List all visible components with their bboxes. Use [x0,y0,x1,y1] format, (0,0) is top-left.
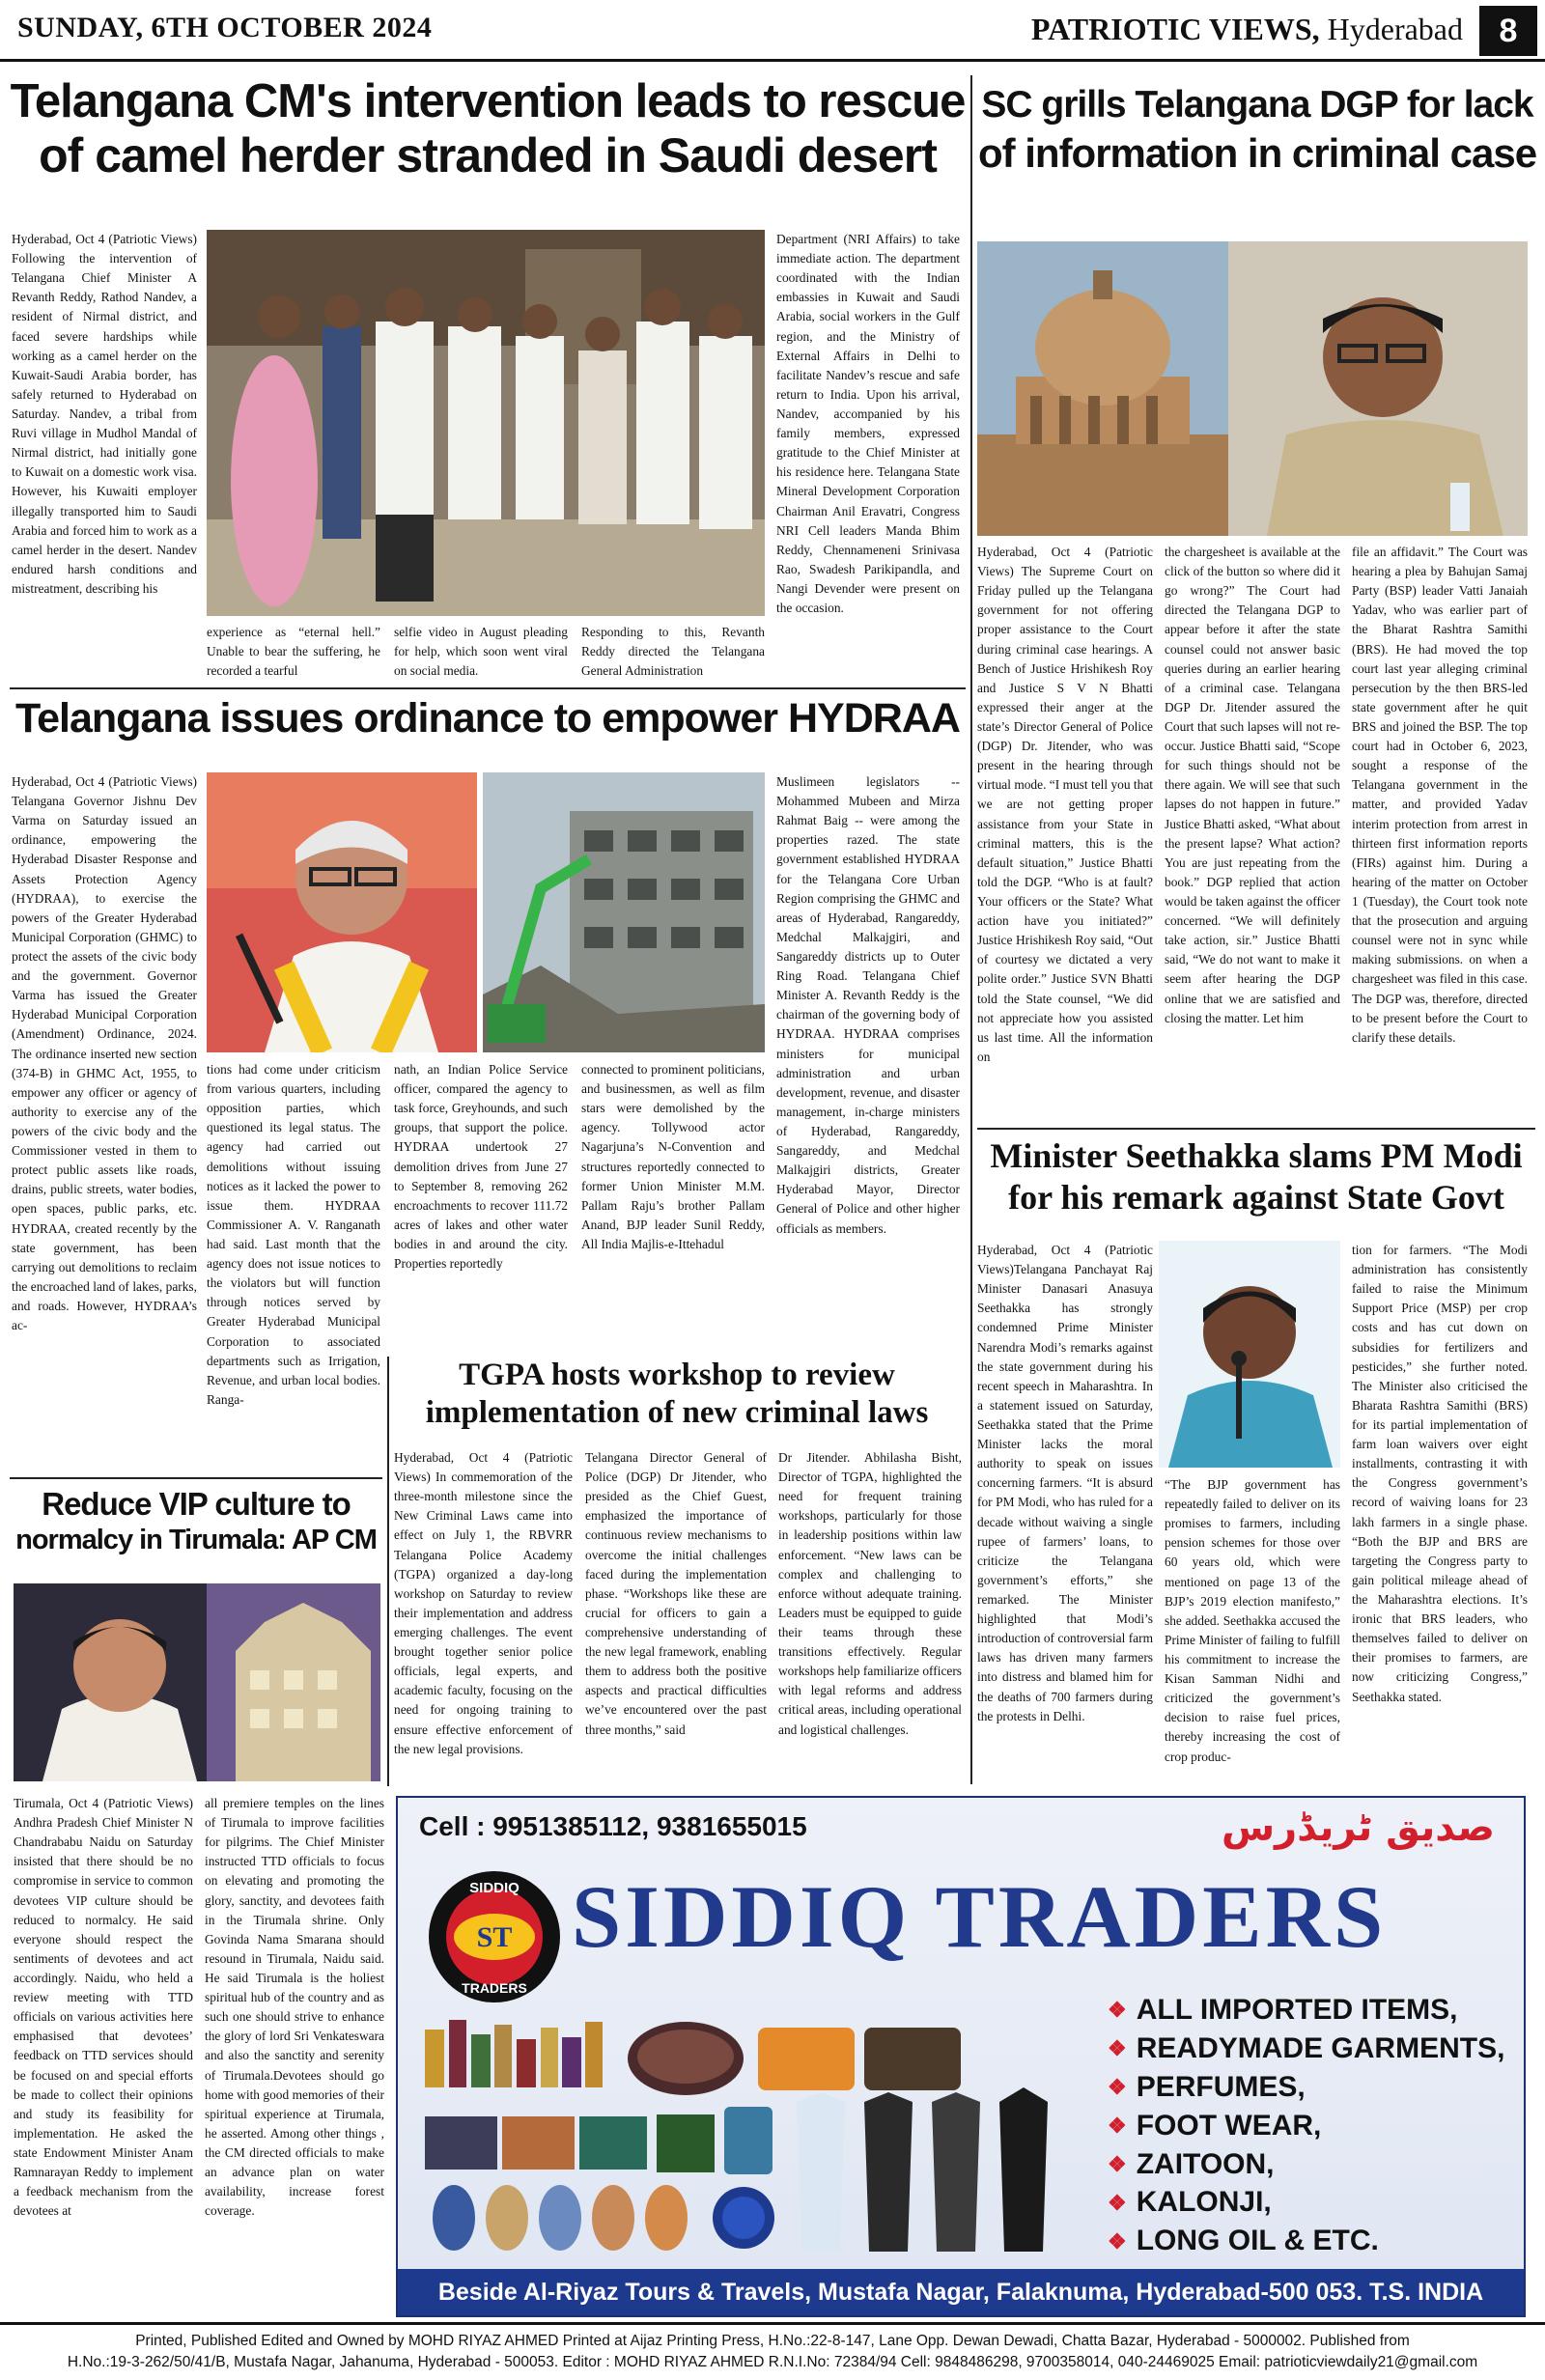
ad-logo [427,1869,562,2004]
ad-item: ❖ PERFUMES, [1108,2070,1306,2103]
hydraa-col-2: tions had come under criticism from various quarters, including opposition parties, which questioned its legal status. The agency had carried out demolitions without issuing notices as it lacked the power to issue them. HYDRAA Commissioner A. V. Ranganath had said. Last month that the agency does not issue notices to the violators but will function through notices served by Greater Hyderabad Municipal Corporation to associated departments such as Irrigation, Revenue, and urban local bodies. Ranga- [207,1062,380,1407]
seethakka-col-2: “The BJP government has repeatedly failed to deliver on its promises to farmers, including pension schemes for those over 60 years old, which were mentioned on page 13 of the BJP’s 2019 election manifesto,” she added. Seethakka accused the Prime Minister of failing to fulfill his commitment to increase the Kisan Samman Nidhi and criticized the government’s decision to raise fuel prices, thereby increasing the cost of crop produc- [1165,1477,1340,1764]
camel-col-2: experience as “eternal hell.” Unable to bear the suffering, he recorded a tearful [207,625,380,679]
tirumala-photo [14,1583,380,1781]
headline-line: TGPA hosts workshop to review [459,1358,895,1392]
siddiq-traders-ad [396,1796,1526,2317]
dgp-headline [977,82,1537,178]
logo-text-mid: ST [476,1921,513,1953]
headline-line: implementation of new criminal laws [425,1394,929,1430]
ad-cell-numbers: Cell : 9951385112, 9381655015 [419,1811,807,1841]
tirumala-headline [10,1485,382,1558]
ad-item: ❖ LONG OIL & ETC. [1108,2225,1379,2257]
dgp-col-3: file an affidavit.” The Court was hearing a plea by Bahujan Samaj Party (BSP) leader Vatti Janaiah Yadav, who was earlier part of the Bharat Rashtra Samithi (BRS). He had moved the top court last year alleging criminal persecution by the then BRS-led state government after he quit BRS and joined the BSP. The top court had in October 6, 2023, sought a response of the Telangana government in the matter, and provided Yadav interim protection from arrest in thirteen first information reports (FIRs) against him. During a hearing of the matter on October 1 (Tuesday), the Court took note that the prosecution and arguing counsel were not in sync while making submissions. on when a chargesheet was filed in this case. The DGP was, therefore, directed to be present before the Court to clarify these details. [1352,545,1528,1045]
section-divider [10,687,966,689]
cream-jar-image [713,2187,774,2249]
camel-col-5: Department (NRI Affairs) to take immediate action. The department coordinated with the Indian embassies in Kuwait and Saudi Arabia, social workers in the Gulf region, and the Ministry of External Affairs in Delhi to facilitate Nandev’s rescue and safe return to India. Upon his arrival, Nandev, accompanied by his family members, expressed gratitude to the Chief Minister at his residence here. Telangana State Mineral Development Corporation Chairman Anil Eravatri, Congress NRI Cell leaders Manda Bhim Reddy, Chennameneni Srinivasa Rao, Swadesh Parikipandla, and Nangi Devender were present on the occasion. [776,232,960,616]
ad-item: ❖ FOOT WEAR, [1108,2109,1322,2142]
ad-product-images [425,2010,1091,2261]
camel-col-1: Hyderabad, Oct 4 (Patriotic Views) Following the intervention of Telangana Chief Minister A Revanth Reddy, Rathod Nandev, a resident of Nirmal district, and faced severe hardships while working as a camel herder on the Kuwait-Saudi Arabia border, has safely returned to Hyderabad on Saturday. Nandev, a tribal from Ruvi village in Mudhol Mandal of Nirmal district, had initially gone to Kuwait on a domestic work visa. However, his Kuwaiti employer illegally transported him to Saudi Arabia and forced him to work as a camel herder in the desert. Nandev endured harsh conditions and mistreatment, describing his [12,232,197,596]
tirumala-col-1: Tirumala, Oct 4 (Patriotic Views) Andhra Pradesh Chief Minister N Chandrababu Naidu on Saturday insisted that there should be no compromise in service to common devotees VIP culture should be reduced to normalcy. He said everyone should respect the sentiments of devotees and act accordingly. Naidu, who held a review meeting with TTD officials on various activities here emphasised that devotees’ feedback on TTD services should be focused on and special efforts be made to collect their opinions and study its feasibility for implementation. He asked the state Endowment Minister Anam Ramnarayan Reddy to implement a feedback mechanism from the devotees at [14,1796,193,2219]
headline-line: Reduce VIP culture to [42,1486,351,1522]
seethakka-headline [977,1135,1535,1218]
bullet-icon: ❖ [1108,2228,1127,2254]
issue-date: SUNDAY, 6TH OCTOBER 2024 [17,12,433,43]
ad-urdu-name: صدیق ٹریڈرس [1221,1806,1495,1850]
ad-items-list [1108,1991,1504,2260]
hydraa-headline: Telangana issues ordinance to empower HYDRAA [15,695,960,742]
tgpa-headline [392,1357,962,1432]
tirumala-col-2: all premiere temples on the lines of Tirumala to improve facilities for pilgrims. The Chief Minister instructed TTD officials to focus on elevating and promoting the glory, sanctity, and devotees faith in the Tirumala shrine. Only Govinda Nama Smarana should resound in Tirumala, Naidu said. He said Tirumala is the holiest spiritual hub of the country and as such one should strive to enhance the glory of lord Sri Venkateswara and also the sanctity and serenity of Tirumala.Devotees should go home with good memories of their spiritual experience at Tirumala, he asserted. Among other things , the CM directed officials to make an advance plan on water availability, increase forest coverage. [205,1796,384,2219]
masthead [0,0,1545,62]
ad-item: ❖ ZAITOON, [1108,2147,1275,2180]
hydraa-col-5: Muslimeen legislators -- Mohammed Mubeen and Mirza Rahmat Baig -- were among the properties razed. The state government established HYDRAA for the Telangana Core Urban Region comprising the GHMC and areas of Hyderabad, Rangareddy, Medchal Malkajgiri, and Sangareddy districts up to Outer Ring Road. Telangana Chief Minister A. Revanth Reddy is the chairman of the governing body of HYDRAA. HYDRAA comprises ministers for municipal administration and urban development, revenue, and disaster management, in-charge ministers of Hyderabad, Rangareddy, Sangareddy, and Medchal Malkajgiri districts, Greater Hyderabad Mayor, Director General of Police and other higher officials as members. [776,774,960,1236]
camel-col-3: selfie video in August pleading for help, which soon went viral on social media. [394,625,568,679]
headline-line: Telangana CM's intervention leads to rescue [10,75,966,127]
headline-line: SC grills Telangana DGP for lack [981,84,1533,126]
dates-image [628,2022,744,2095]
ad-business-name: SIDDIQ TRADERS [572,1867,1388,1966]
ad-item: ❖ ALL IMPORTED ITEMS, [1108,1994,1458,2026]
bullet-icon: ❖ [1108,1998,1127,2023]
section-divider [977,1128,1535,1130]
page-number: 8 [1479,6,1537,56]
bullet-icon: ❖ [1108,2151,1127,2176]
tgpa-col-1: Hyderabad, Oct 4 (Patriotic Views) In commemoration of the three-month milestone since the New Criminal Laws came into effect on July 1, the RBVRR Telangana Police Academy (TGPA) organized a day-long workshop on Saturday to review their implementation and address emerging challenges. The event brought together senior police officials, legal experts, and academic faculty, focusing on the need for ongoing training to ensure effective enforcement of the new legal provisions. [394,1450,573,1756]
sandals-image [433,2185,688,2251]
section-divider [10,1477,382,1479]
camel-story-photo [207,230,765,616]
dry-fruits-image [758,2028,961,2090]
logo-text-top: SIDDIQ [469,1880,520,1896]
headline-line: normalcy in Tirumala: AP CM [15,1525,377,1556]
seethakka-col-1: Hyderabad, Oct 4 (Patriotic Views)Telangana Panchayat Raj Minister Danasari Anasuya Seethakka has strongly condemned Prime Minister Narendra Modi’s remarks against the state government during his recent speech in Maharashtra. In a statement issued on Saturday, Seethakka stated that the Prime Minister lacks the moral authority to speak on issues concerning farmers. “It is absurd for PM Modi, who has ruled for a decade without waiving a single rupee of farmers’ loans, to criticize the Telangana government’s efforts,” she remarked. The Minister highlighted that Modi’s introduction of controversial farm laws has driven many farmers into distress and blamed him for the deaths of 700 farmers during the protests in Delhi. [977,1243,1153,1723]
hydraa-col-3: nath, an Indian Police Service officer, compared the agency to task force, Greyhounds, and such groups, that support the police. HYDRAA undertook 27 demolition drives from June 27 to September 8, removing 262 encroachments to recover 111.72 acres of lakes and other water bodies in and around the city. Properties reportedly [394,1062,568,1272]
perfume-bottles-image [425,2020,603,2087]
hydraa-col-4: connected to prominent politicians, and businessmen, as well as film stars were demolished by the agency. Tollywood actor Nagarjuna’s N-Convention and structures reportedly connected to former Union Minister M.M. Pallam Raju’s brother Pallam Anand, BJP leader Sunil Reddy, All India Majlis-e-Ittehadul [581,1062,765,1251]
seethakka-photo [1159,1241,1340,1468]
headline-line: of camel herder stranded in Saudi desert [39,127,937,182]
hydraa-col-1: Hyderabad, Oct 4 (Patriotic Views) Telangana Governor Jishnu Dev Varma on Saturday issued an ordinance, empowering the Hyderabad Disaster Response and Assets Protection Agency (HYDRAA), to exercise the powers of the Greater Hyderabad Municipal Corporation (GHMC) to protect the assets of the civic body and the government. Governor Varma has issued the Greater Hyderabad Municipal Corporation (Amendment) Ordinance, 2024. The ordinance inserted new section (374-B) in GHMC Act, 1955, to empower any officer or agency of authority to exercise any of the powers of the civic body and the Commissioner vested in them to protect public assets like roads, drains, public streets, water bodies, open spaces, public parks, etc. HYDRAA, created recently by the state government, has been carrying out demolitions to reclaim the encroached land of lakes, parks, and roads. However, HYDRAA’s ac- [12,774,197,1333]
tgpa-col-3: Dr Jitender. Abhilasha Bisht, Director of TGPA, highlighted the need for frequent training workshops, particularly for those in leadership positions within law enforcement. “New laws can be complex and challenging to enforce without adequate training. Leaders must be equipped to guide their teams through these transitions effectively. Regular workshops help familiarize officers with legal reforms and address critical areas, including operational and logistical challenges. [778,1450,962,1737]
paper-city: Hyderabad [1327,12,1463,46]
imprint-line-2: H.No.:19-3-262/50/41/B, Mustafa Nagar, Jahanuma, Hyderabad - 500053. Editor : MOHD RIYAZ AHMED R.N.I.No: 72384/94 Cell: 9848486298, 9700358014, 040-24469025 Email: patrioticviewdaily21@gmail.com [67,2354,1478,2371]
imprint-footer [0,2322,1545,2380]
camel-story-headline [10,75,966,182]
headline-line: Minister Seethakka slams PM Modi [990,1136,1523,1175]
seethakka-col-3: tion for farmers. “The Modi administration has consistently failed to raise the Minimum Support Price (MSP) per crop costs and has cut down on subsidies for fertilizers and pesticides,” she further noted. The Minister also criticised the Bharata Rashtra Samithi (BRS) for its partial implementation of farm loan waivers over eight installments, contrasting it with the Congress government’s record of waiving loans for 23 lakh farmers in a single phase. “Both the BJP and BRS are targeting the Congress party to gain political mileage ahead of the Maharashtra elections. It’s ironic that BRS leaders, who themselves failed to deliver on their promises to farmers, are now criticizing Congress,” Seethakka stated. [1352,1243,1528,1704]
textiles-image [425,2114,715,2172]
dgp-col-1: Hyderabad, Oct 4 (Patriotic Views) The Supreme Court on Friday pulled up the Telangana government for not offering proper assistance to the Court during criminal case hearings. A Bench of Justice Hrishikesh Roy and Justice S V N Bhatti expressed their anger at the state’s Director General of Police (DGP) Dr. Jitender, who was present in the hearing through virtual mode. “I must tell you that we are not getting proper assistance from your State in criminal matters, this is the default situation,” Justice Bhatti told the DGP. “Who is at fault? Your officers or the State? What action have you initiated?” Justice Hrishikesh Roy said, “Out of courtesy we dictated a very polite order.” Justice SVN Bhatti told the State counsel, “We did not appreciate how you assisted us last time. All the information on [977,545,1153,1064]
jar-image [724,2107,772,2174]
garments-image [797,2087,1048,2252]
ad-address: Beside Al-Riyaz Tours & Travels, Mustafa Nagar, Falaknuma, Hyderabad-500 053. T.S. INDIA [398,2269,1524,2315]
ad-item: ❖ KALONJI, [1108,2186,1272,2219]
bullet-icon: ❖ [1108,2075,1127,2100]
headline-line: of information in criminal case [977,129,1537,176]
tgpa-col-2: Telangana Director General of Police (DGP) Dr Jitender, who presided as the Chief Guest, emphasized the importance of continuous review mechanisms to overcome the initial challenges faced during the implementation phase. “Workshops like these are crucial for officers to gain a comprehensive understanding of the new legal framework, enabling them to address both the positive aspects and practical difficulties we’ve encountered over the past three months,” said [585,1450,767,1737]
dgp-col-2: the chargesheet is available at the click of the button so where did it go wrong?” The Court had directed the Telangana DGP to appear before it after the state counsel could not answer basic queries during an earlier hearing of a criminal case. Telangana DGP Dr. Jitender assured the Court that such lapses will not re-occur. Justice Bhatti said, “Scope for such things should not be there again. We will see that such lapses do not happen in future.” Justice Bhatti asked, “What about the present lapse? What action? You are just repeating from the book.” DGP replied that action would be taken against the officer concerned. “We will definitely take action, sir.” Justice Bhatti said, “We do not want to make it seem after hearing the DGP online that we are satisfied and closing the matter. Let him [1165,545,1340,1025]
hydraa-photo-demolition [483,772,765,1052]
bullet-icon: ❖ [1108,2113,1127,2138]
logo-text-bottom: TRADERS [462,1980,527,1996]
camel-col-4: Responding to this, Revanth Reddy directed the Telangana General Administration [581,625,765,679]
hydraa-photo-governor [207,772,477,1052]
headline-line: for his remark against State Govt [1008,1178,1504,1218]
imprint-line-1: Printed, Published Edited and Owned by MOHD RIYAZ AHMED Printed at Aijaz Printing Press, H.No.:22-8-147, Lane Opp. Dewan Dewadi, Chatta Bazar, Hyderabad - 5000002. Published from [135,2333,1410,2349]
bullet-icon: ❖ [1108,2036,1127,2061]
column-divider [387,1357,389,1786]
column-divider [970,75,972,1784]
bullet-icon: ❖ [1108,2190,1127,2215]
dgp-photo [977,241,1528,536]
ad-item: ❖ READYMADE GARMENTS, [1108,2031,1505,2064]
paper-name: PATRIOTIC VIEWS, [1030,12,1320,46]
paper-title [1031,12,1463,47]
